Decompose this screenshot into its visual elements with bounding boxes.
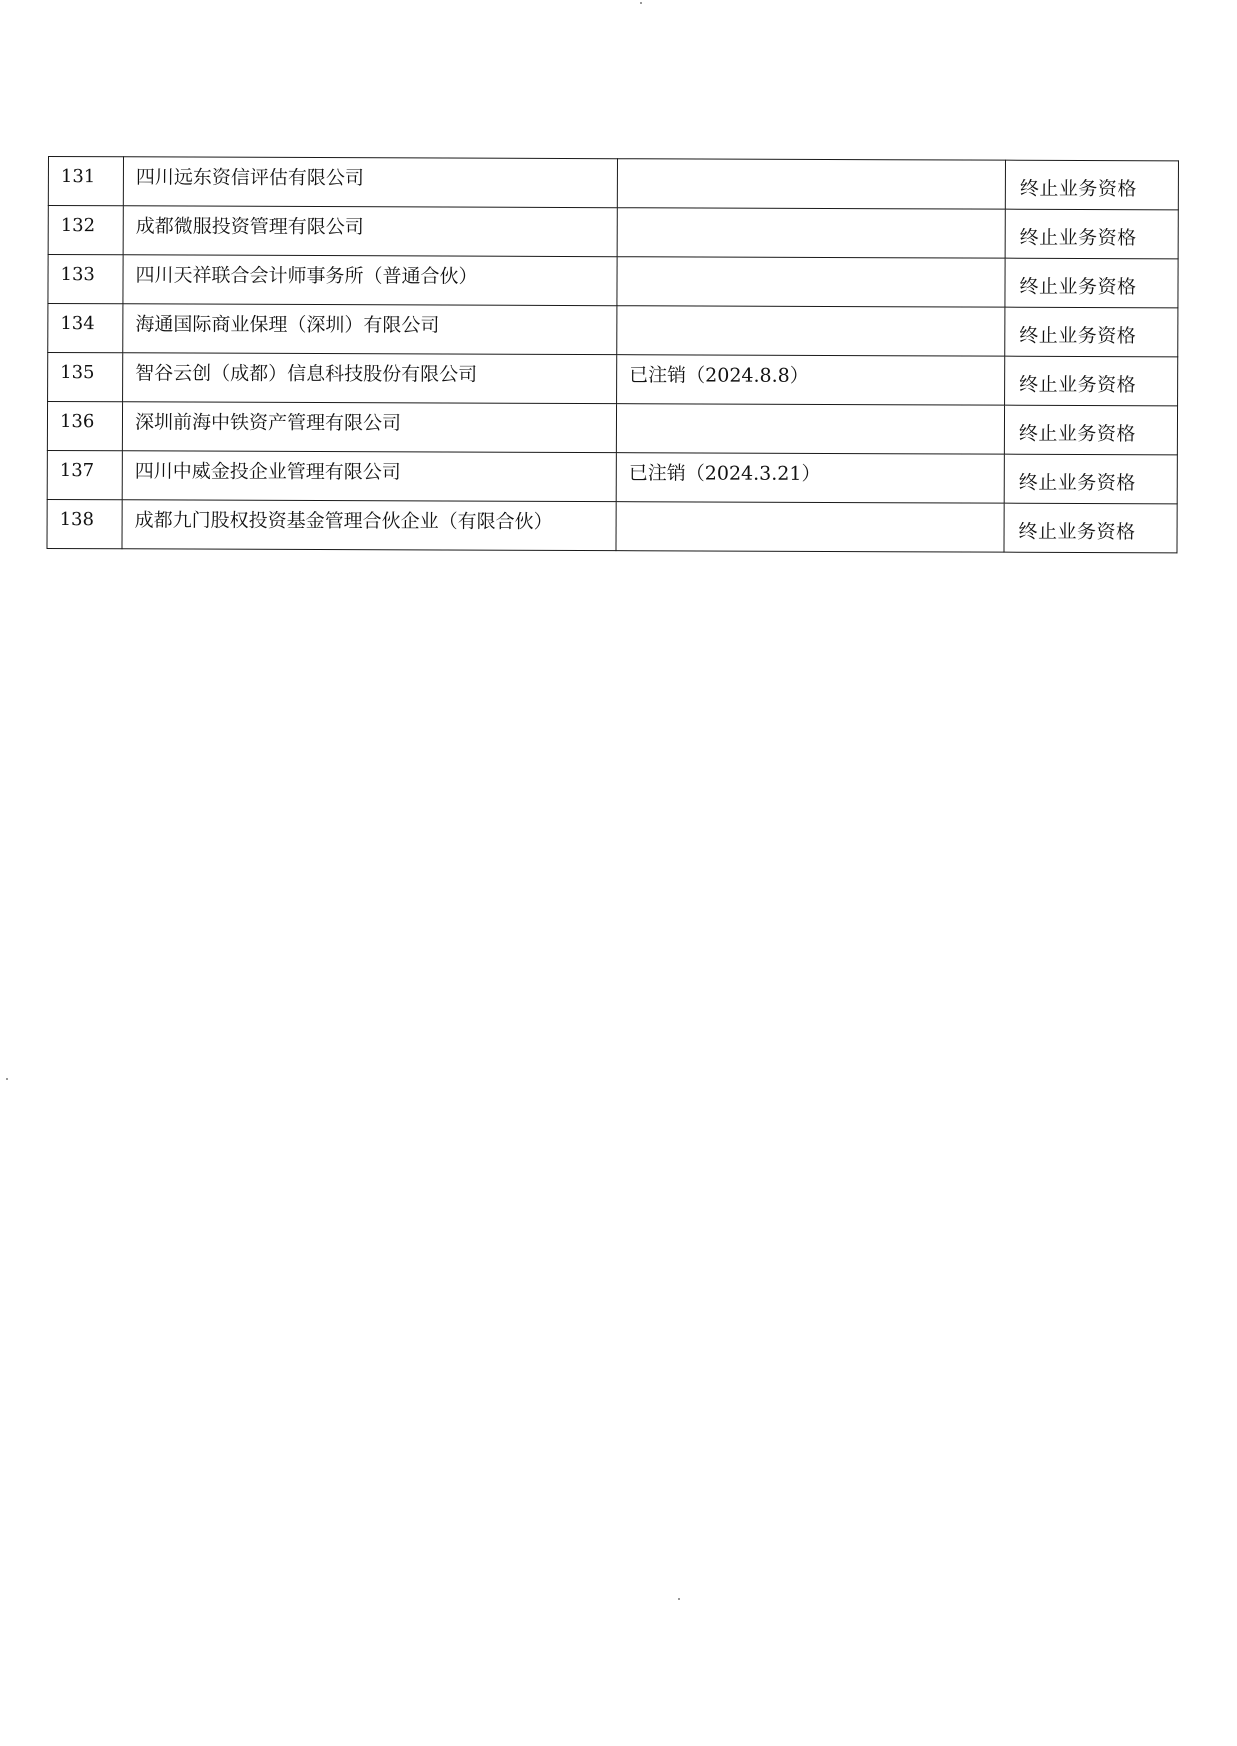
note-cell (616, 404, 1004, 454)
row-number: 134 (60, 313, 95, 335)
row-number-cell (48, 157, 123, 206)
company-name: 成都微服投资管理有限公司 (135, 214, 364, 238)
note-cell (617, 208, 1005, 258)
company-name: 智谷云创（成都）信息科技股份有限公司 (135, 361, 478, 386)
company-name-cell (122, 451, 616, 502)
company-name-cell (123, 157, 617, 208)
note-cell (616, 502, 1004, 552)
table-row (48, 255, 1178, 308)
note-cell (617, 306, 1005, 356)
row-number-cell (48, 304, 123, 353)
status-cell (1005, 160, 1178, 210)
company-name: 成都九门股权投资基金管理合伙企业（有限合伙） (134, 508, 553, 533)
company-name-cell (123, 353, 617, 404)
row-number-cell (48, 255, 123, 304)
status-cell (1004, 454, 1177, 504)
status-text: 终止业务资格 (1018, 520, 1136, 544)
status-cell (1005, 356, 1178, 406)
status-text: 终止业务资格 (1018, 471, 1136, 495)
note-cell (616, 453, 1004, 503)
note-cell (617, 355, 1005, 405)
company-name-cell (123, 206, 617, 257)
row-number: 136 (59, 411, 95, 433)
status-text: 终止业务资格 (1019, 177, 1137, 201)
note-cell (617, 257, 1005, 307)
row-number-cell (48, 206, 123, 255)
table-row (48, 206, 1178, 259)
row-number-cell (47, 402, 122, 451)
table-row (48, 304, 1178, 357)
note-text: 已注销（2024.8.8） (629, 363, 809, 387)
company-status-table (46, 156, 1179, 553)
company-name-cell (123, 304, 617, 355)
row-number: 138 (59, 509, 95, 531)
note-text: 已注销（2024.3.21） (628, 461, 821, 485)
row-number-cell (47, 450, 122, 499)
status-cell (1005, 209, 1178, 259)
row-number: 132 (60, 215, 96, 237)
status-text: 终止业务资格 (1019, 373, 1137, 397)
company-name: 四川远东资信评估有限公司 (135, 165, 364, 189)
status-text: 终止业务资格 (1018, 422, 1136, 446)
status-text: 终止业务资格 (1019, 226, 1137, 250)
row-number: 135 (60, 362, 95, 384)
scan-speck (6, 1078, 8, 1080)
company-name: 海通国际商业保理（深圳）有限公司 (135, 312, 440, 337)
status-cell (1005, 258, 1178, 308)
table-row (47, 499, 1177, 552)
row-number: 133 (60, 264, 95, 286)
table-row (48, 353, 1178, 406)
row-number-cell (48, 353, 123, 402)
row-number: 131 (60, 166, 96, 188)
company-name-cell (122, 402, 616, 453)
company-name: 四川天祥联合会计师事务所（普通合伙） (135, 263, 478, 288)
status-cell (1005, 307, 1178, 357)
company-name: 四川中威金投企业管理有限公司 (134, 459, 401, 483)
status-cell (1004, 405, 1177, 455)
status-cell (1004, 503, 1177, 553)
scan-speck (640, 2, 642, 4)
company-name: 深圳前海中铁资产管理有限公司 (134, 410, 402, 434)
table-row (47, 450, 1177, 503)
scan-speck (678, 1598, 680, 1600)
status-text: 终止业务资格 (1019, 275, 1137, 299)
company-name-cell (123, 255, 617, 306)
note-cell (617, 159, 1005, 209)
table-row (48, 157, 1178, 210)
company-name-cell (122, 500, 616, 551)
status-text: 终止业务资格 (1019, 324, 1137, 348)
row-number: 137 (59, 460, 95, 482)
table-row (47, 402, 1177, 455)
row-number-cell (47, 499, 122, 548)
